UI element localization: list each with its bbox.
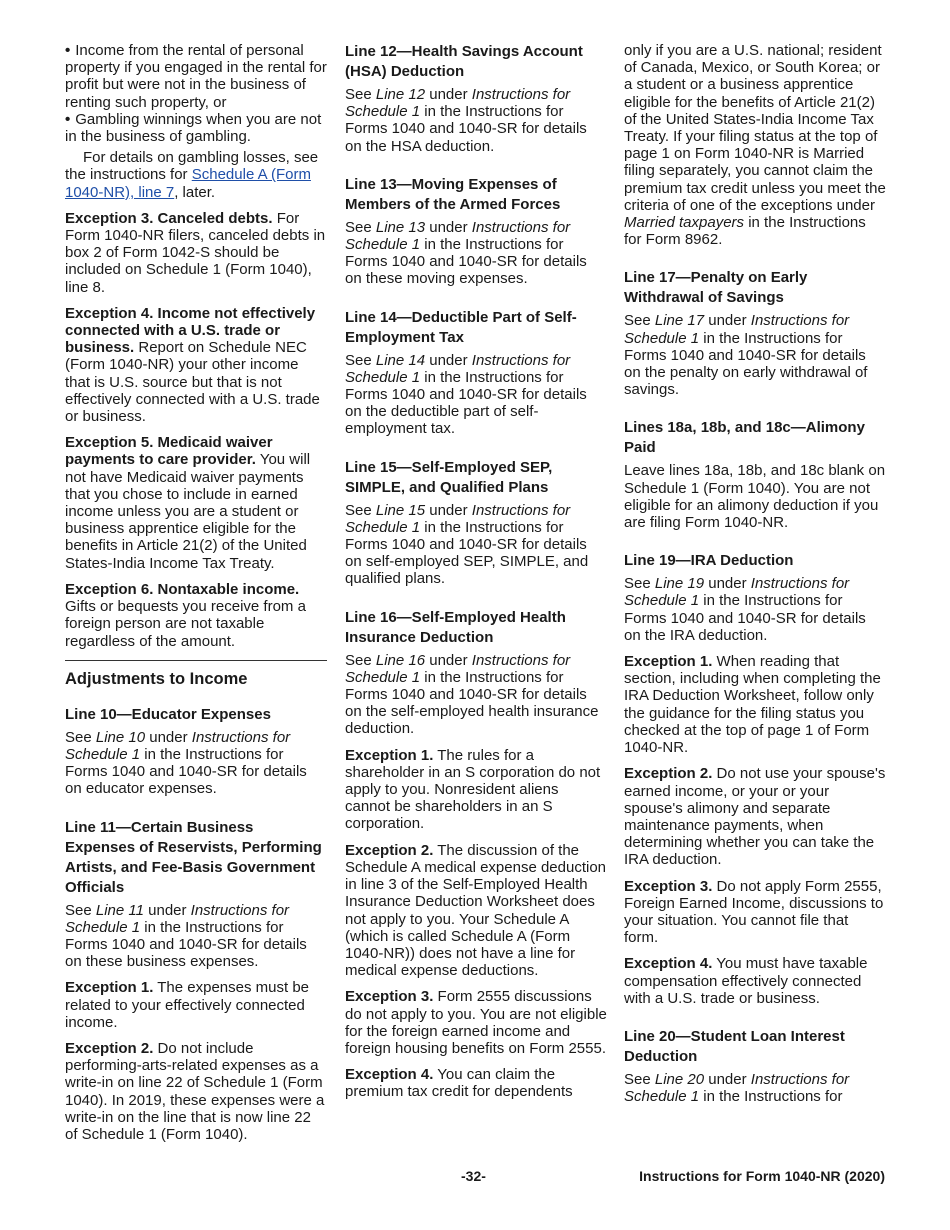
line-17-heading: Line 17—Penalty on Early Withdrawal of Savings: [624, 269, 808, 307]
exception-title: Exception 4. Income not effectively connected with a U.S. trade or business.: [65, 304, 316, 357]
line-12-paragraph: See Line 12 under Instructions for Schedule 1 in the Instructions for Forms 1040 and 1040-SR for details on the HSA deduction.: [345, 86, 587, 155]
exception-4-paragraph: Exception 4. Income not effectively connected with a U.S. trade or business. Report on Schedule NEC (Form 1040-NR) your other income that is U.S. source but that is not effectively connected with a U.S. trade or business.: [65, 304, 320, 426]
column-middle: [345, 42, 607, 1110]
line-16-paragraph: See Line 16 under Instructions for Schedule 1 in the Instructions for Forms 1040 and 1040-SR for details on the self-employed health insurance deduction.: [345, 651, 599, 738]
line-11-exception-1: Exception 1. The expenses must be related to your effectively connected income.: [65, 979, 310, 1031]
continued-paragraph: only if you are a U.S. national; resident of Canada, Mexico, or South Korea; or a student or a business apprentice eligible for the benefits of Article 21(2) of the United States-India Income Tax Treaty. If your filing status at the top of page 1 on Form 1040-NR is Married filing separately, you cannot claim the premium tax credit unless you meet the criteria of one of the exceptions under Married taxpayers in the Instructions for Form 8962.: [624, 42, 886, 249]
line-16-exception-4: Exception 4. You can claim the premium tax credit for dependents: [345, 1066, 573, 1101]
line-13-heading: Line 13—Moving Expenses of Members of the Armed Forces: [345, 175, 561, 213]
line-19-heading: Line 19—IRA Deduction: [624, 552, 794, 570]
line-19-exception-2: Exception 2. Do not use your spouse's earned income, or your or your spouse's alimony and separate maintenance payments, when determining whether you can take the IRA deduction.: [624, 765, 886, 869]
line-10-paragraph: See Line 10 under Instructions for Schedule 1 in the Instructions for Forms 1040 and 1040-SR for details on educator expenses.: [65, 728, 307, 798]
exception-6-paragraph: Exception 6. Nontaxable income. Gifts or bequests you receive from a foreign person are not taxable regardless of the amount.: [65, 580, 306, 650]
exception-3-paragraph: Exception 3. Canceled debts. For Form 1040-NR filers, canceled debts in box 2 of Form 1042-S should be included on Schedule 1 (Form 1040), line 8.: [65, 209, 326, 296]
line-19-paragraph: See Line 19 under Instructions for Schedule 1 in the Instructions for Forms 1040 and 1040-SR for details on the IRA deduction.: [624, 575, 866, 644]
line-19-exception-3: Exception 3. Do not apply Form 2555, Foreign Earned Income, discussions to your situation. You cannot file that form.: [624, 877, 884, 947]
line-18-paragraph: Leave lines 18a, 18b, and 18c blank on Schedule 1 (Form 1040). You are not eligible for an alimony deduction if you are filing Form 1040-NR.: [624, 462, 886, 532]
line-19-exception-4: Exception 4. You must have taxable compensation effectively connected with a U.S. trade or business.: [624, 955, 868, 1007]
schedule-a-link[interactable]: Schedule A (Form 1040-NR), line 7: [65, 166, 311, 201]
line-14-heading: Line 14—Deductible Part of Self-Employment Tax: [345, 308, 577, 346]
line-15-heading: Line 15—Self-Employed SEP, SIMPLE, and Qualified Plans: [345, 458, 553, 496]
gambling-paragraph: For details on gambling losses, see the instructions for Schedule A (Form 1040-NR), line 7, later.: [65, 149, 319, 201]
line-18-heading: Lines 18a, 18b, and 18c—Alimony Paid: [624, 419, 865, 457]
bullet-icon: •: [65, 42, 71, 59]
bullet-icon: •: [65, 110, 71, 128]
line-15-paragraph: See Line 15 under Instructions for Schedule 1 in the Instructions for Forms 1040 and 1040-SR for details on self-employed SEP, SIMPLE, and qualified plans.: [345, 501, 589, 588]
exception-title: Exception 6. Nontaxable income.: [65, 580, 300, 598]
section-divider: [65, 660, 327, 661]
list-item: • Gambling winnings when you are not in the business of gambling.: [65, 110, 322, 146]
exception-5-paragraph: Exception 5. Medicaid waiver payments to care provider. You will not have Medicaid waiver payments that you chose to include in earned income unless you are a student or business apprentice eligible for the benefits in Article 21(2) of the United States-India Income Tax Treaty.: [65, 434, 311, 572]
line-11-exception-2: Exception 2. Do not include performing-arts-related expenses as a write-in on line 22 of Schedule 1 (Form 1040). In 2019, these expenses were a write-in on the line that is now line 22 of Schedule 1 (Form 1040).: [65, 1039, 325, 1143]
list-item: • Income from the rental of personal property if you engaged in the rental for profit but were not in the business of renting such property, or: [65, 42, 327, 111]
line-11-heading: Line 11—Certain Business Expenses of Reservists, Performing Artists, and Fee-Basis Government Officials: [65, 818, 322, 896]
page-number: -32-: [461, 1168, 486, 1184]
line-20-heading: Line 20—Student Loan Interest Deduction: [624, 1027, 845, 1065]
line-13-paragraph: See Line 13 under Instructions for Schedule 1 in the Instructions for Forms 1040 and 1040-SR for details on these moving expenses.: [345, 218, 587, 288]
line-19-exception-1: Exception 1. When reading that section, including when completing the IRA Deduction Worksheet, follow only the guidance for the filing status you checked at the top of page 1 of Form 1040-NR.: [624, 653, 881, 757]
line-16-exception-2: Exception 2. The discussion of the Schedule A medical expense deduction in line 3 of the Self-Employed Health Insurance Deduction Worksheet does not apply to you. Your Schedule A (which is called Schedule A (Form 1040-NR)) does not have a line for medical expense deductions.: [345, 841, 607, 980]
column-right: [624, 42, 886, 1114]
line-16-heading: Line 16—Self-Employed Health Insurance Deduction: [345, 608, 566, 646]
exception-title: Exception 3. Canceled debts.: [65, 209, 273, 227]
exception-title: Exception 5. Medicaid waiver payments to care provider.: [65, 434, 273, 469]
line-12-heading: Line 12—Health Savings Account (HSA) Deduction: [345, 43, 583, 80]
section-title: Adjustments to Income: [65, 669, 248, 688]
line-16-exception-3: Exception 3. Form 2555 discussions do not apply to you. You are not eligible for the foreign earned income and foreign housing benefits on Form 2555.: [345, 988, 607, 1057]
line-17-paragraph: See Line 17 under Instructions for Schedule 1 in the Instructions for Forms 1040 and 1040-SR for details on the penalty on early withdrawal of savings.: [624, 312, 868, 399]
form-reference: Instructions for Form 1040-NR (2020): [639, 1168, 885, 1184]
line-20-paragraph: See Line 20 under Instructions for Schedule 1 in the Instructions for: [624, 1070, 850, 1106]
line-14-paragraph: See Line 14 under Instructions for Schedule 1 in the Instructions for Forms 1040 and 1040-SR for details on the deductible part of self-employment tax.: [345, 351, 587, 438]
line-10-heading: Line 10—Educator Expenses: [65, 705, 271, 723]
line-11-paragraph: See Line 11 under Instructions for Schedule 1 in the Instructions for Forms 1040 and 1040-SR for details on these business expenses.: [65, 901, 307, 971]
column-left: [65, 42, 327, 1152]
line-16-exception-1: Exception 1. The rules for a shareholder in an S corporation do not apply to you. Nonresident aliens cannot be shareholders in an S corporation.: [345, 746, 601, 833]
page-footer: [0, 1168, 950, 1188]
